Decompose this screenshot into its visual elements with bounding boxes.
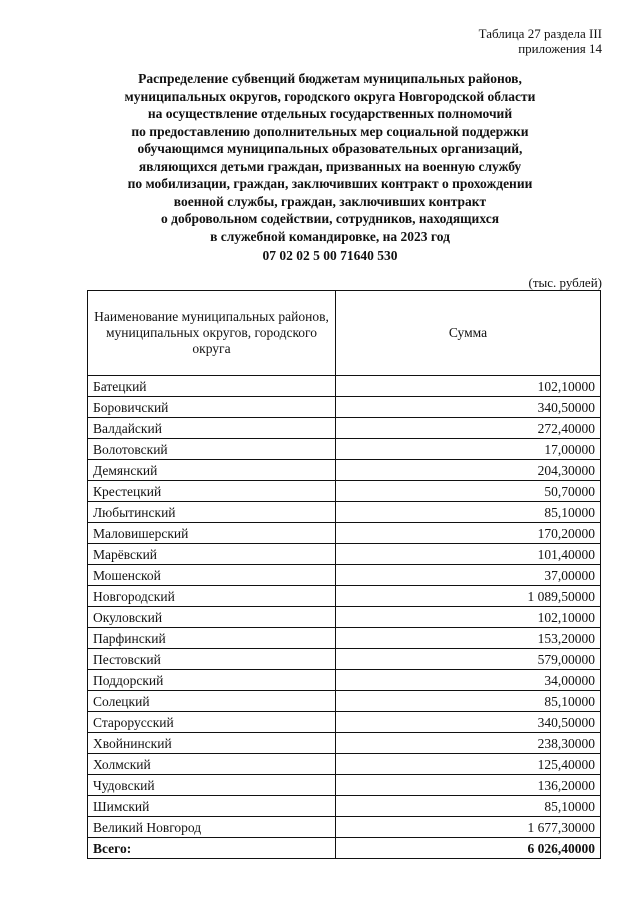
row-sum: 102,10000 <box>336 376 601 397</box>
header-sum: Сумма <box>336 291 601 376</box>
row-sum: 102,10000 <box>336 607 601 628</box>
caption-line-1: Таблица 27 раздела III <box>478 26 602 41</box>
total-row <box>88 838 601 859</box>
row-name: Демянский <box>88 460 336 481</box>
caption-line-2: приложения 14 <box>518 41 602 56</box>
row-name: Мошенской <box>88 565 336 586</box>
row-name: Маловишерский <box>88 523 336 544</box>
table-row <box>88 544 601 565</box>
row-name: Пестовский <box>88 649 336 670</box>
row-name: Валдайский <box>88 418 336 439</box>
row-name: Новгородский <box>88 586 336 607</box>
table-row <box>88 523 601 544</box>
row-name: Батецкий <box>88 376 336 397</box>
row-sum: 17,00000 <box>336 439 601 460</box>
table-row <box>88 460 601 481</box>
header-name: Наименование муниципальных районов, муниципальных округов, городского округа <box>88 291 336 376</box>
budget-code: 07 02 02 5 00 71640 530 <box>262 248 398 263</box>
table-row <box>88 418 601 439</box>
row-sum: 272,40000 <box>336 418 601 439</box>
table-row <box>88 754 601 775</box>
row-sum: 170,20000 <box>336 523 601 544</box>
distribution-table <box>87 290 601 859</box>
table-row <box>88 586 601 607</box>
row-sum: 1 677,30000 <box>336 817 601 838</box>
row-sum: 204,30000 <box>336 460 601 481</box>
title-line: о добровольном содействии, сотрудников, находящихся <box>161 211 499 226</box>
title-line: по предоставлению дополнительных мер социальной поддержки <box>131 123 529 139</box>
row-name: Любытинский <box>88 502 336 523</box>
row-sum: 136,20000 <box>336 775 601 796</box>
row-sum: 1 089,50000 <box>336 586 601 607</box>
table-row <box>88 439 601 460</box>
total-label: Всего: <box>88 838 336 859</box>
row-sum: 340,50000 <box>336 712 601 733</box>
row-sum: 238,30000 <box>336 733 601 754</box>
units-label: (тыс. рублей) <box>528 275 602 290</box>
table-row <box>88 649 601 670</box>
table-row <box>88 796 601 817</box>
document-title <box>80 70 580 245</box>
table-header-row <box>88 291 601 376</box>
row-sum: 50,70000 <box>336 481 601 502</box>
row-name: Холмский <box>88 754 336 775</box>
row-name: Великий Новгород <box>88 817 336 838</box>
title-line: обучающимся муниципальных образовательных организаций, <box>137 141 523 156</box>
table-row <box>88 607 601 628</box>
row-name: Шимский <box>88 796 336 817</box>
table-row <box>88 670 601 691</box>
table-row <box>88 775 601 796</box>
title-line: муниципальных округов, городского округа Новгородской области <box>124 88 536 104</box>
table-row <box>88 733 601 754</box>
title-line: по мобилизации, граждан, заключивших контракт о прохождении <box>127 176 533 191</box>
row-name: Старорусский <box>88 712 336 733</box>
row-sum: 85,10000 <box>336 691 601 712</box>
table-body <box>88 376 601 859</box>
table-caption <box>479 26 602 56</box>
row-sum: 340,50000 <box>336 397 601 418</box>
row-name: Марёвский <box>88 544 336 565</box>
row-sum: 85,10000 <box>336 796 601 817</box>
row-name: Крестецкий <box>88 481 336 502</box>
table-row <box>88 397 601 418</box>
row-name: Окуловский <box>88 607 336 628</box>
row-name: Боровичский <box>88 397 336 418</box>
row-sum: 579,00000 <box>336 649 601 670</box>
total-sum: 6 026,40000 <box>336 838 601 859</box>
row-name: Хвойнинский <box>88 733 336 754</box>
title-line: военной службы, граждан, заключивших контракт <box>173 193 487 209</box>
table-row <box>88 502 601 523</box>
row-sum: 153,20000 <box>336 628 601 649</box>
table-row <box>88 628 601 649</box>
table-row <box>88 691 601 712</box>
row-name: Солецкий <box>88 691 336 712</box>
table-row <box>88 481 601 502</box>
row-sum: 125,40000 <box>336 754 601 775</box>
table-row <box>88 817 601 838</box>
table-row <box>88 376 601 397</box>
row-sum: 37,00000 <box>336 565 601 586</box>
table-row <box>88 565 601 586</box>
row-name: Волотовский <box>88 439 336 460</box>
table-row <box>88 712 601 733</box>
row-sum: 101,40000 <box>336 544 601 565</box>
title-line: являющихся детьми граждан, призванных на военную службу <box>138 158 522 174</box>
row-sum: 85,10000 <box>336 502 601 523</box>
title-line: на осуществление отдельных государственных полномочий <box>147 106 513 121</box>
row-name: Чудовский <box>88 775 336 796</box>
title-line: в служебной командировке, на 2023 год <box>210 228 450 244</box>
title-line: Распределение субвенций бюджетам муниципальных районов, <box>138 71 522 86</box>
row-name: Парфинский <box>88 628 336 649</box>
row-sum: 34,00000 <box>336 670 601 691</box>
row-name: Поддорский <box>88 670 336 691</box>
